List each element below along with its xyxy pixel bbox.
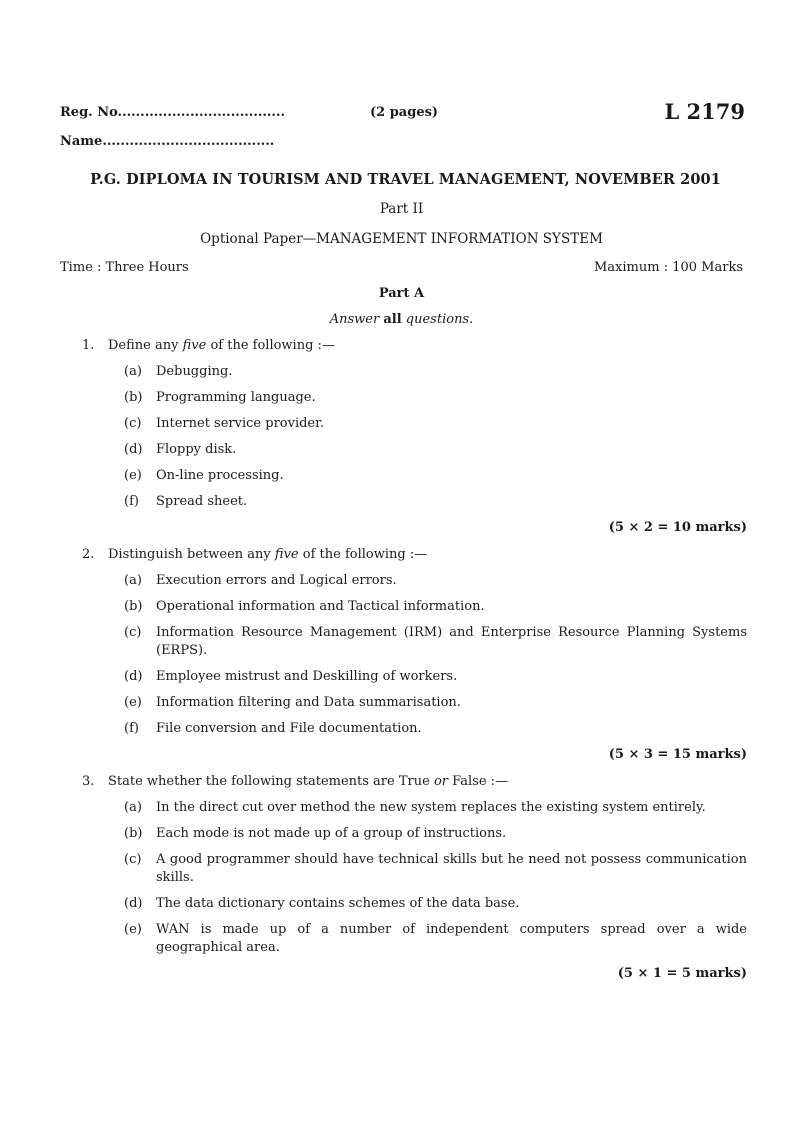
list-item <box>124 668 747 686</box>
exam-title: P.G. DIPLOMA IN TOURISM AND TRAVEL MANAGEMENT, NOVEMBER 2001 <box>90 171 721 188</box>
item-text: Employee mistrust and Deskilling of workers. <box>156 669 458 684</box>
question-1 <box>82 337 747 537</box>
list-item <box>124 624 747 660</box>
item-label: (a) <box>124 573 142 588</box>
item-text: Spread sheet. <box>156 494 248 509</box>
question-2 <box>82 546 747 764</box>
list-item <box>124 720 747 738</box>
list-item <box>124 825 747 843</box>
item-label: (f) <box>124 494 139 509</box>
instruction-post: questions. <box>405 312 474 327</box>
list-item <box>124 799 747 817</box>
question-text-em: five <box>274 547 299 562</box>
item-label: (e) <box>124 922 142 937</box>
item-text: Internet service provider. <box>156 416 325 431</box>
reg-no-field: Reg. No..................................... <box>60 105 285 120</box>
list-item <box>124 598 747 616</box>
item-list <box>82 572 747 738</box>
question-number: 2. <box>82 547 95 562</box>
list-item <box>124 493 747 511</box>
item-text: On-line processing. <box>156 468 284 483</box>
item-label: (b) <box>124 826 143 841</box>
item-text: Information Resource Management (IRM) and Enterprise Resource Planning Systems (ERPS). <box>156 625 747 658</box>
item-text: File conversion and File documentation. <box>156 721 422 736</box>
section-instruction <box>0 312 803 327</box>
question-stem <box>82 337 747 355</box>
item-list <box>82 799 747 957</box>
question-stem <box>82 773 747 791</box>
paper-name: Optional Paper—MANAGEMENT INFORMATION SYSTEM <box>200 231 603 247</box>
question-text-post: of the following :— <box>210 338 335 353</box>
page-count: (2 pages) <box>370 105 439 120</box>
paper-code: L 2179 <box>664 99 745 124</box>
question-marks: (5 × 3 = 15 marks) <box>608 747 747 762</box>
instruction-bold: all <box>383 312 402 327</box>
list-item <box>124 415 747 433</box>
question-stem <box>82 546 747 564</box>
question-text <box>108 546 427 564</box>
item-label: (e) <box>124 695 142 710</box>
item-label: (c) <box>124 625 142 640</box>
item-label: (c) <box>124 852 142 867</box>
item-label: (a) <box>124 364 142 379</box>
name-field: Name...................................... <box>60 134 275 149</box>
question-text-pre: Distinguish between any <box>108 547 271 562</box>
item-label: (e) <box>124 468 142 483</box>
item-text: Programming language. <box>156 390 316 405</box>
item-text: WAN is made up of a number of independent computers spread over a wide geographical area. <box>156 922 747 955</box>
list-item <box>124 694 747 712</box>
item-text: In the direct cut over method the new system replaces the existing system entirely. <box>156 800 706 815</box>
item-label: (f) <box>124 721 139 736</box>
question-number: 3. <box>82 774 95 789</box>
list-item <box>124 441 747 459</box>
item-label: (b) <box>124 390 143 405</box>
list-item <box>124 572 747 590</box>
question-text <box>108 337 335 355</box>
list-item <box>124 921 747 957</box>
list-item <box>124 389 747 407</box>
list-item <box>124 851 747 887</box>
list-item <box>124 895 747 913</box>
item-label: (d) <box>124 669 143 684</box>
item-label: (d) <box>124 896 143 911</box>
part-label: Part II <box>379 201 424 217</box>
item-text: Operational information and Tactical information. <box>156 599 485 614</box>
list-item <box>124 363 747 381</box>
question-marks: (5 × 2 = 10 marks) <box>608 520 747 535</box>
time-allowed: Time : Three Hours <box>60 260 189 275</box>
question-text-em: five <box>182 338 207 353</box>
item-list <box>82 363 747 511</box>
item-label: (a) <box>124 800 142 815</box>
question-text-em: or <box>433 774 448 789</box>
question-text-pre: State whether the following statements are True <box>108 774 430 789</box>
item-text: Information filtering and Data summarisation. <box>156 695 461 710</box>
item-text: A good programmer should have technical skills but he need not possess communication skills. <box>156 852 747 885</box>
question-text-pre: Define any <box>108 338 179 353</box>
maximum-marks: Maximum : 100 Marks <box>594 260 743 275</box>
instruction-pre: Answer <box>329 312 380 327</box>
section-heading: Part A <box>378 286 425 301</box>
item-text: Each mode is not made up of a group of instructions. <box>156 826 507 841</box>
item-label: (d) <box>124 442 143 457</box>
question-text-post: of the following :— <box>302 547 428 562</box>
item-label: (b) <box>124 599 143 614</box>
item-text: The data dictionary contains schemes of the data base. <box>156 896 520 911</box>
question-text-post: False :— <box>452 774 509 789</box>
item-text: Execution errors and Logical errors. <box>156 573 397 588</box>
question-text <box>108 773 508 791</box>
question-3 <box>82 773 747 983</box>
item-text: Debugging. <box>156 364 233 379</box>
question-marks: (5 × 1 = 5 marks) <box>617 966 747 981</box>
list-item <box>124 467 747 485</box>
item-text: Floppy disk. <box>156 442 237 457</box>
item-label: (c) <box>124 416 142 431</box>
question-number: 1. <box>82 338 95 353</box>
